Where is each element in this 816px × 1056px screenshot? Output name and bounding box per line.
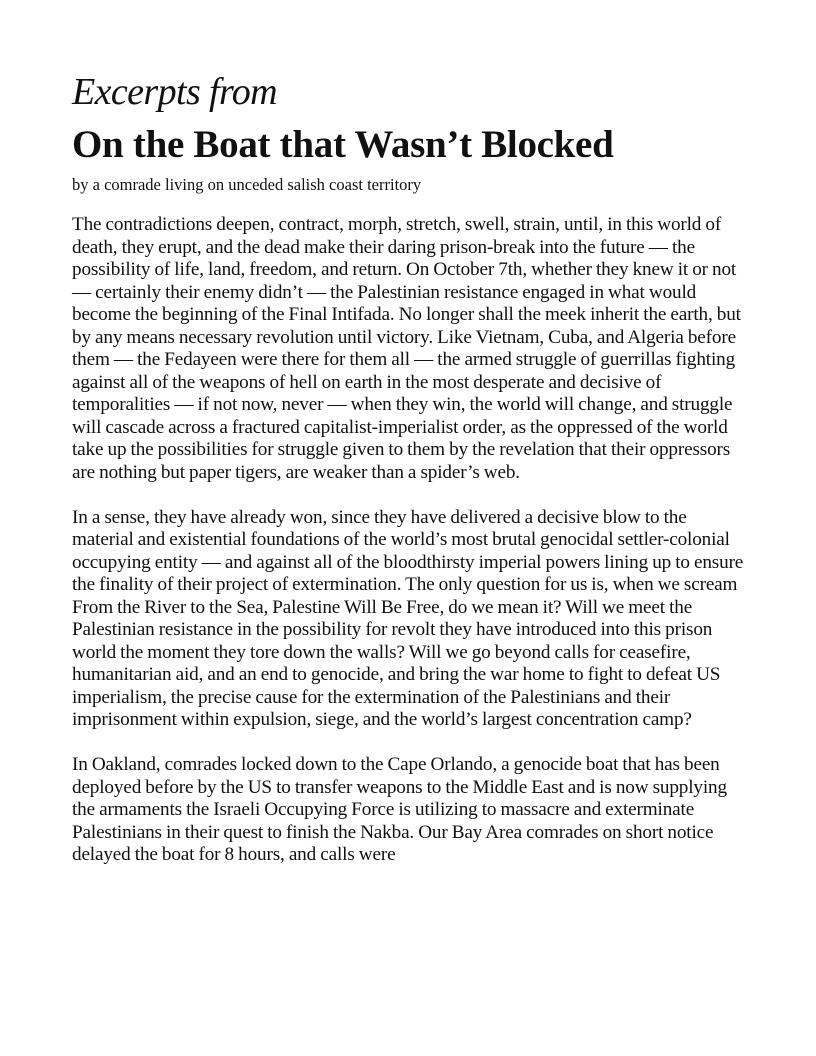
paragraph-1: The contradictions deepen, contract, morph, stretch, swell, strain, until, in this world of death, they erupt, and the dead make their daring prison-break into the future — the possibility of life, land, freedom, and return. On October 7th, whether they knew it or not — certainly their enemy didn’t — the Palestinian resistance engaged in what would become the beginning of the Final Intifada. No longer shall the meek inherit the earth, but by any means necessary revolution until victory. Like Vietnam, Cuba, and Algeria before them — the Fedayeen were there for them all — the armed struggle of guerrillas fighting against all of the weapons of hell on earth in the most desperate and decisive of temporalities — if not now, never — when they win, the world will change, and struggle will cascade across a fractured capitalist-imperialist order, as the oppressed of the world take up the possibilities for struggle given to them by the revelation that their oppressors are nothing but paper tigers, are weaker than a spider’s web. xyxy=(72,214,741,483)
document-kicker: Excerpts from xyxy=(72,71,278,113)
document-byline: by a comrade living on unceded salish coast territory xyxy=(72,175,422,194)
document-page xyxy=(72,70,746,889)
paragraph-2: In a sense, they have already won, since they have delivered a decisive blow to the material and existential foundations of the world’s most brutal genocidal settler-colonial occupying entity — and against all of the bloodthirsty imperial powers lining up to ensure the finality of their project of extermination. The only question for us is, when we scream From the River to the Sea, Palestine Will Be Free, do we mean it? Will we meet the Palestinian resistance in the possibility for revolt they have introduced into this prison world the moment they tore down the walls? Will we go beyond calls for ceasefire, humanitarian aid, and an end to genocide, and bring the war home to fight to defeat US imperialism, the precise cause for the extermination of the Palestinians and their imprisonment within expulsion, siege, and the world’s largest concentration camp? xyxy=(72,506,744,730)
paragraph-3: In Oakland, comrades locked down to the Cape Orlando, a genocide boat that has been deployed before by the US to transfer weapons to the Middle East and is now supplying the armaments the Israeli Occupying Force is utilizing to massacre and exterminate Palestinians in their quest to finish the Nakba. Our Bay Area comrades on short notice delayed the boat for 8 hours, and calls were xyxy=(72,754,727,865)
document-title: On the Boat that Wasn’t Blocked xyxy=(72,123,614,166)
document-body xyxy=(72,214,746,867)
